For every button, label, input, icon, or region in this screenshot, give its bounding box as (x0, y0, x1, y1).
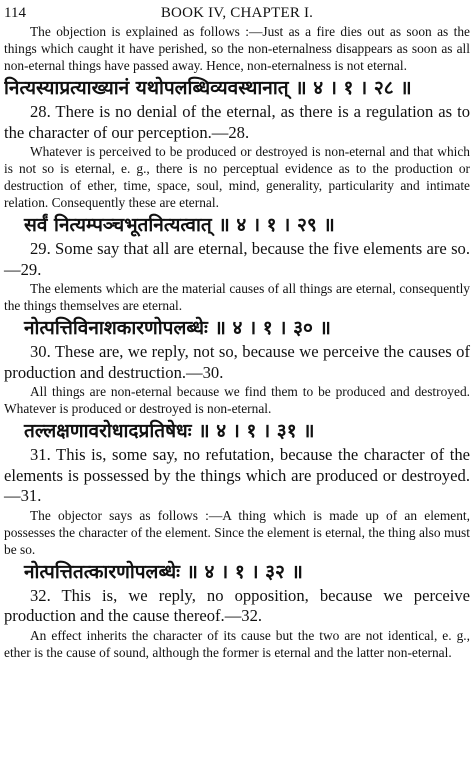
sanskrit-sutra-32: नोत्पत्तितत्कारणोपलब्धेः ॥ ४ । १ । ३२ ॥ (24, 560, 303, 583)
sanskrit-sutra-31: तल्लक्षणावरोधादप्रतिषेधः ॥ ४ । १ । ३१ ॥ (24, 420, 315, 442)
sutra-translation-28: 28. There is no denial of the eternal, as there is a regulation as to the character of our perception.—28. (4, 102, 470, 142)
commentary-paragraph: All things are non-eternal because we find them to be produced and destroyed. Whatever is produced or destroyed is non-eternal. (4, 384, 470, 416)
commentary-paragraph: The objection is explained as follows :—Just as a fire dies out as soon as the things which caught it have perished, so the non-eternalness disappears as soon as all non-eternal things have passed away. Hence, non-eternalness is not eternal. (4, 24, 470, 73)
running-title: BOOK IV, CHAPTER I. (160, 5, 314, 21)
sanskrit-sutra-29: सर्वं नित्यम्पञ्चभूतनित्यत्वात् ॥ ४ । १ । २९ ॥ (24, 214, 335, 236)
sutra-translation-31: 31. This is, some say, no refutation, because the character of the elements is possessed by the things which are produced or destroyed.—31. (4, 445, 470, 505)
commentary-paragraph: An effect inherits the character of its cause but the two are not identical, e. g., ether is the cause of sound, although the former is eternal and the latter non-eternal. (4, 627, 470, 660)
sanskrit-sutra-28: नित्यस्याप्रत्याख्यानं यथोपलब्धिव्यवस्थानात् ॥ ४ । १ । २८ ॥ (4, 77, 412, 99)
page-header (4, 3, 470, 23)
commentary-paragraph: The elements which are the material causes of all things are eternal, consequently the things themselves are eternal. (4, 281, 470, 313)
sutra-translation-30: 30. These are, we reply, not so, because we perceive the causes of production and destruction.—30. (4, 342, 470, 382)
sanskrit-sutra-30: नोत्पत्तिविनाशकारणोपलब्धेः ॥ ४ । १ । ३० ॥ (24, 317, 331, 339)
page-number: 114 (4, 5, 26, 21)
commentary-paragraph: The objector says as follows :—A thing which is made up of an element, possesses the character of the element. Since the element is eternal, the thing also must be so. (4, 507, 470, 557)
sutra-translation-32: 32. This is, we reply, no opposition, because we perceive production and the cause thereof.—32. (4, 585, 470, 625)
sutra-translation-29: 29. Some say that all are eternal, because the five elements are so.—29. (4, 239, 470, 279)
commentary-paragraph: Whatever is perceived to be produced or destroyed is non-eternal and that which is not so is eternal, e. g., there is no perceptual evidence as to the production or destruction of ether, time, space, soul, mind, generality, particularity and intimate relation. Consequently these are eternal. (4, 144, 470, 210)
